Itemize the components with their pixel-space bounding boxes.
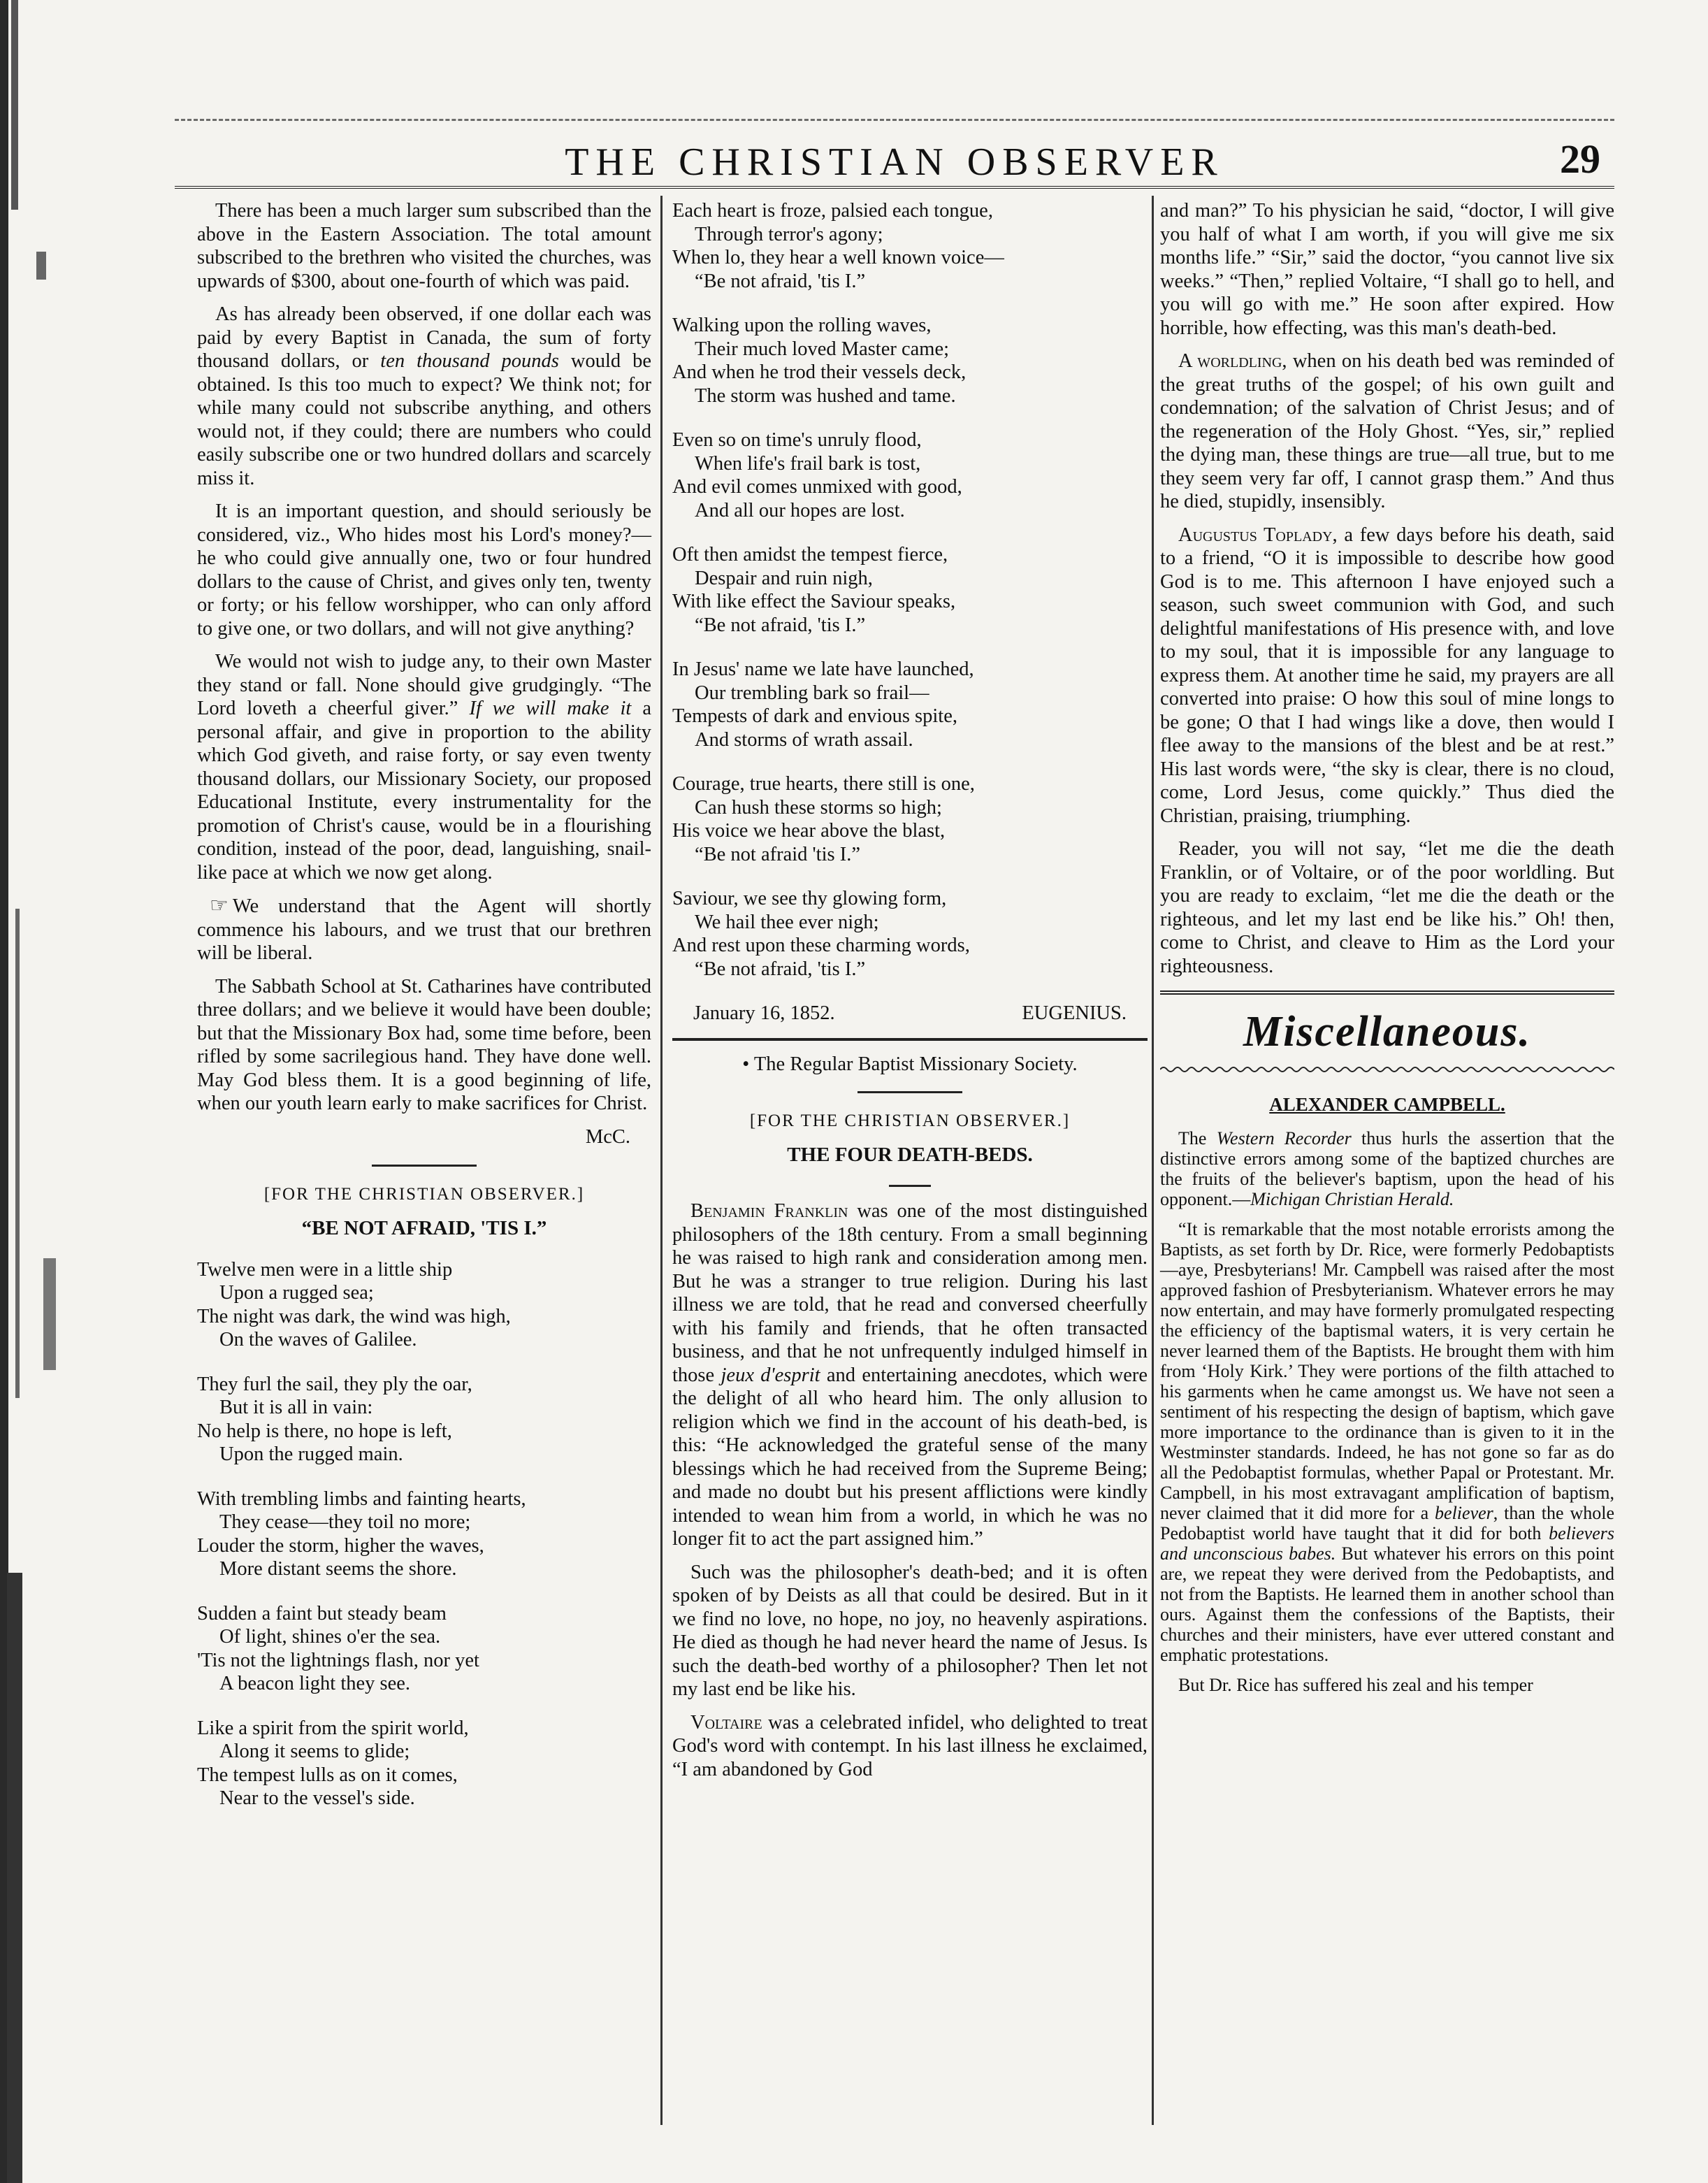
poem-title: “BE NOT AFRAID, 'TIS I.” [301, 1216, 547, 1239]
poem-line: Near to the vessel's side. [219, 1787, 415, 1809]
page-number: 29 [1560, 136, 1600, 182]
section-rule [889, 1185, 931, 1187]
wavy-rule [1160, 1065, 1614, 1074]
poem-stanza [672, 428, 1148, 522]
poem-line: “Be not afraid, 'tis I.” [695, 958, 866, 980]
article-source-heading: [FOR THE CHRISTIAN OBSERVER.] [749, 1111, 1071, 1130]
paragraph: Voltaire was a celebrated infidel, who delighted to treat God's word with contempt. In his last illness he exclaimed, “I am abandoned by God [672, 1711, 1148, 1780]
poem-line: Twelve men were in a little ship [197, 1258, 453, 1281]
poem-line: When lo, they hear a well known voice— [672, 247, 1004, 268]
poem-line: 'Tis not the lightnings flash, nor yet [197, 1649, 479, 1671]
article-title: THE FOUR DEATH-BEDS. [787, 1144, 1033, 1166]
paragraph: The Sabbath School at St. Catharines have contributed three dollars; and we believe it would have been double; but that the Missionary Box had, some time before, been rifled by some sacrilegious hand. They have done well. May God bless them. It is a good beginning of life, when our youth learn early to make sacrifices for Christ. [197, 975, 651, 1114]
poem-line: “Be not afraid 'tis I.” [695, 843, 861, 865]
section-rule [672, 1038, 1148, 1041]
poem-line: Upon a rugged sea; [219, 1282, 374, 1304]
paragraph: As has already been observed, if one dollar each was paid by every Baptist in Canada, the sum of forty thousand dollars, or ten thousand pounds would be obtained. Is this too much to expect? We think not; for while many could not subscribe anything, and others would not, if they could; there are numbers who could easily subscribe one or two hundred dollars and scarcely miss it. [197, 303, 652, 489]
column-middle [672, 199, 1148, 1791]
paragraph: But Dr. Rice has suffered his zeal and his temper [1178, 1675, 1533, 1695]
poem-line: And all our hopes are lost. [695, 499, 905, 521]
poem-line: No help is there, no hope is left, [197, 1420, 452, 1442]
paragraph: The Western Recorder thus hurls the assertion that the distinctive errors among some of the baptized churches are the fruits of the believer's baptism, upon the head of his opponent.—Michigan Christian Herald. [1160, 1128, 1615, 1209]
paragraph: ☞ We understand that the Agent will shortly commence his labours, and we trust that our brethren will be liberal. [197, 894, 651, 965]
paragraph: Reader, you will not say, “let me die the death Franklin, or of Voltaire, or of the poor worldling. But you are ready to exclaim, “let me die the death or the righteous, and let my last end be like his.” Oh! then, come to Christ, and cleave to Him as the Lord your righteousness. [1160, 838, 1614, 977]
poem-line: Through terror's agony; [695, 223, 883, 245]
masthead-bottom-rule [175, 186, 1614, 189]
poem-signature-row [672, 1002, 1148, 1025]
poem-line: When life's frail bark is tost, [695, 452, 921, 475]
poem-line: We hail thee ever nigh; [695, 911, 879, 933]
poem-stanza [197, 1373, 651, 1467]
poem-line: Louder the storm, higher the waves, [197, 1534, 484, 1557]
poem-line: Walking upon the rolling waves, [672, 315, 932, 336]
poem-line: Even so on time's unruly flood, [672, 429, 922, 451]
poem-source-heading: [FOR THE CHRISTIAN OBSERVER.] [263, 1184, 585, 1204]
poem-line: Despair and ruin nigh, [695, 567, 873, 589]
paragraph: There has been a much larger sum subscribed than the above in the Eastern Association. The total amount subscribed to the brethren who visited the churches, was upwards of $300, about one-fourth of which was paid. [197, 200, 651, 292]
poem-line: And when he trod their vessels deck, [672, 361, 967, 383]
masthead [175, 119, 1614, 189]
masthead-top-rule [175, 119, 1614, 124]
poem-author: EUGENIUS. [1022, 1002, 1127, 1024]
poem-line: Of light, shines o'er the sea. [219, 1626, 441, 1648]
poem-stanza [197, 1487, 651, 1581]
section-rule [1160, 990, 1614, 995]
paragraph: Such was the philosopher's death-bed; and it is often spoken of by Deists as all that could be desired. But in it we find no love, no hope, no joy, no heavenly aspirations. He died as though he had never heard the name of Jesus. Is such the death-bed worthy of a philosopher? Then let not my last end be like his. [672, 1561, 1148, 1700]
poem-line: Each heart is froze, palsied each tongue, [672, 200, 993, 222]
poem-line: Saviour, we see thy glowing form, [672, 888, 947, 909]
pointing-hand-icon: ☞ [210, 894, 229, 917]
poem-line: Along it seems to glide; [219, 1741, 410, 1762]
paragraph: It is an important question, and should seriously be considered, viz., Who hides most his Lord's money?—he who could give annually one, two or four hundred dollars to the cause of Christ, and gives only ten, twenty or forty; or his fellow worshipper, who can only afford to give one, or two dollars, and will not give anything? [197, 500, 651, 640]
poem-stanza [672, 887, 1148, 981]
poem-date: January 16, 1852. [693, 1002, 835, 1024]
poem-stanza [672, 314, 1148, 408]
column-left [197, 199, 651, 1831]
small-print-article [1160, 1128, 1614, 1695]
poem-line: They cease—they toil no more; [219, 1511, 471, 1533]
poem-line: Oft then amidst the tempest fierce, [672, 544, 948, 565]
newspaper-title: THE CHRISTIAN OBSERVER [565, 141, 1224, 184]
poem-line: The tempest lulls as on it comes, [197, 1764, 458, 1786]
scan-binding-edge [0, 0, 66, 2183]
poem-stanzas-continued [672, 199, 1148, 981]
paragraph: We would not wish to judge any, to their own Master they stand or fall. None should give grudgingly. “The Lord loveth a cheerful giver.” If we will make it a personal affair, and give in proportion to the ability which God giveth, and raise forty, or say even twenty thousand dollars, our Missionary Society, our proposed Educational Institute, every instrumentality for the promotion of Christ's cause, would be in a flourishing condition, instead of the poor, dead, languishing, snail-like pace at which we now get along. [197, 651, 651, 884]
poem-line: Like a spirit from the spirit world, [197, 1717, 469, 1739]
section-title: Miscellaneous. [1243, 1008, 1532, 1056]
poem-line: On the waves of Galilee. [219, 1329, 417, 1350]
poem-line: Our trembling bark so frail— [695, 682, 929, 704]
poem-line: And rest upon these charming words, [672, 935, 970, 956]
signature-row [197, 1125, 651, 1149]
poem-line: And evil comes unmixed with good, [672, 476, 962, 498]
poem-stanza [197, 1717, 651, 1810]
paragraph: A worldling, when on his death bed was reminded of the great truths of the gospel; of his own guilt and condemnation; of the salvation of Christ Jesus; and of the regeneration of the Holy Ghost. “Yes, sir,” replied the dying man, these things are true—all true, but to me they seem very far off, I cannot grasp them.” And thus he died, stupidly, insensibly. [1160, 350, 1614, 512]
poem-line: The night was dark, the wind was high, [197, 1305, 511, 1327]
poem-line: “Be not afraid, 'tis I.” [695, 614, 866, 636]
signature: McC. [585, 1125, 630, 1148]
poem-line: With trembling limbs and fainting hearts, [197, 1487, 526, 1510]
poem-stanza [672, 772, 1148, 866]
column-divider-2 [1152, 196, 1154, 2125]
poem-stanzas [197, 1258, 651, 1810]
poem-line: “Be not afraid, 'tis I.” [695, 270, 866, 292]
poem-line: His voice we hear above the blast, [672, 820, 946, 842]
poem-line: Sudden a faint but steady beam [197, 1602, 447, 1624]
paragraph: and man?” To his physician he said, “doctor, I will give you half of what I am worth, if you will give me six months life.” “Sir,” said the doctor, “you cannot live six weeks.” “Then,” replied Voltaire, “I shall go to hell, and you will go with me.” He soon after expired. How horrible, how effecting, was this man's death-bed. [1160, 200, 1614, 339]
poem-line: A beacon light they see. [219, 1673, 411, 1694]
poem-line: Upon the rugged main. [219, 1443, 403, 1465]
poem-line: More distant seems the shore. [219, 1558, 457, 1580]
poem-line: And storms of wrath assail. [695, 728, 913, 751]
poem-line: They furl the sail, they ply the oar, [197, 1373, 472, 1395]
section-rule [372, 1165, 477, 1167]
poem-stanza [672, 543, 1148, 637]
paragraph: Benjamin Franklin was one of the most distinguished philosophers of the 18th century. From a small beginning he was raised to high rank and consideration among men. But he was a stranger to true religion. During his last illness we are told, that he read and conversed cheerfully with his family and friends, that he often transacted business, and that he not unfrequently indulged himself in those jeux d'esprit and entertaining anecdotes, which were the delight of all who heard him. The only allusion to religion which we find in the account of his death-bed, is this: “He acknowledged the grateful sense of the many blessings which he had received from the Supreme Being; and made no doubt but his present afflictions were kindly intended to wean him from a world, in which he was no longer fit to act the part assigned him.” [672, 1200, 1148, 1550]
section-rule [857, 1091, 962, 1093]
poem-line: But it is all in vain: [219, 1397, 373, 1418]
poem-line: Their much loved Master came; [695, 338, 950, 360]
poem-line: Courage, true hearts, there still is one, [672, 773, 975, 795]
paragraph: “It is remarkable that the most notable errorists among the Baptists, as set forth by Dr. Rice, were formerly Pedobaptists—aye, Presbyterians! Mr. Campbell was raised after the most approved fashion of Presbyterianism. Whatever errors he may now entertain, and may have formerly promulgated respecting the efficiency of the baptismal waters, it is very certain he never learned them of the Baptists. He brought them with him from ‘Holy Kirk.’ They were portions of the filth attached to his garments when he came amongst us. We have not seen a sentiment of his respecting the design of baptism, which gave more importance to the ordinance than is given to it in the Westminster standards. Indeed, he has not gone so far as do all the Pedobaptist formulas, whether Papal or Protestant. Mr. Campbell, in his most extravagant amplification of baptism, never claimed that it did more for a believer, than the whole Pedobaptist world have taught that it did for both believers and unconscious babes. But whatever his errors on this point are, we repeat they were derived from the Pedobaptists, and not from the Baptists. He learned them in another school than ours. Against them the confessions of the Baptists, their churches and their ministers, have ever uttered constant and emphatic protestations. [1160, 1219, 1614, 1665]
poem-line: Tempests of dark and envious spite, [672, 705, 958, 727]
poem-stanza [197, 1258, 651, 1352]
column-divider-1 [660, 196, 663, 2125]
poem-stanza [197, 1602, 651, 1696]
poem-line: The storm was hushed and tame. [695, 384, 956, 407]
article-title: ALEXANDER CAMPBELL. [1269, 1094, 1505, 1115]
poem-line: Can hush these storms so high; [695, 796, 942, 819]
poem-line: With like effect the Saviour speaks, [672, 591, 956, 612]
notice-line: • The Regular Baptist Missionary Society. [742, 1053, 1078, 1075]
poem-line: In Jesus' name we late have launched, [672, 658, 974, 680]
column-right [1160, 199, 1614, 1705]
poem-stanza [672, 658, 1148, 751]
poem-stanza [672, 199, 1148, 293]
paragraph: Augustus Toplady, a few days before his death, said to a friend, “O it is impossible to describe how good God is to me. This afternoon I have enjoyed such a season, such sweet communion with God, and such delightful manifestations of His presence with, and love to my soul, that it is impossible for any language to express them. At another time he said, my prayers are all converted into praise: O how this soul of mine longs to be gone; O that I had wings like a dove, then would I flee away to the mansions of the blest and be at rest.” His last words were, “the sky is clear, there is no cloud, come, Lord Jesus, come quickly.” Thus died the Christian, praising, triumphing. [1160, 524, 1614, 827]
